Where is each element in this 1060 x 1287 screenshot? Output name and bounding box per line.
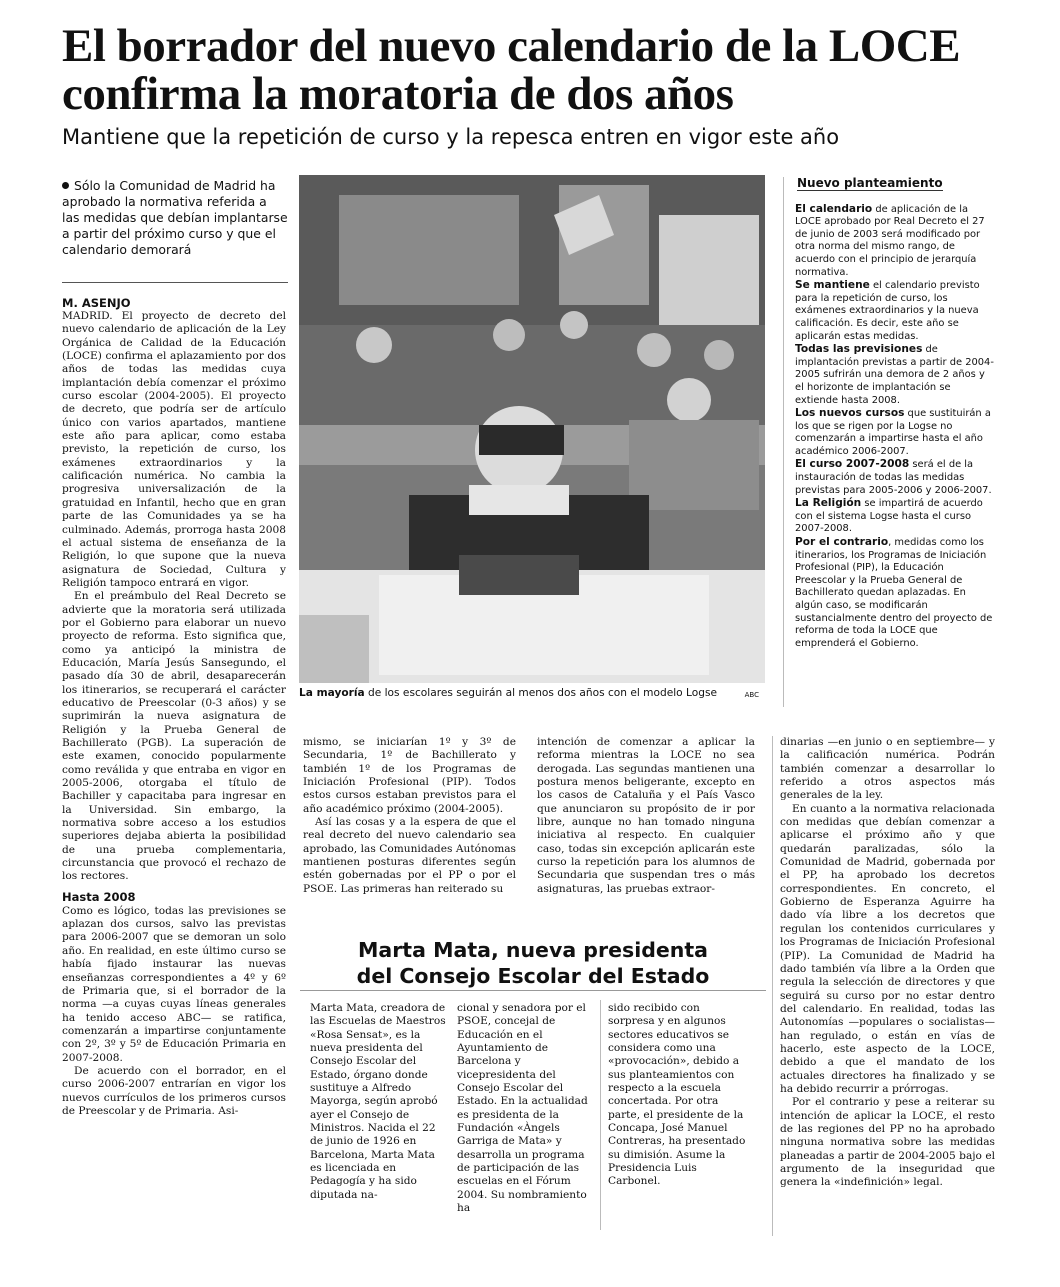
paragraph: intención de comenzar a aplicar la reforma mientras la LOCE no sea derogada. Las segundas mantienen una postura menos beligerante, excepto en los casos de Cataluña y el País Vasco que anunciaron su propósito de ir por libre, aunque no han tomado ninguna iniciativa al respecto. En cualquier caso, todas sin excepción aplicarán este curso la repetición para los alumnos de Secundaria que suspendan tres o más asignaturas, las pruebas extraor-: [537, 736, 755, 895]
sidebar-item-text: el calendario previsto para la repetición de curso, los exámenes extraordinarios y la nueva calificación. Es decir, este año se aplicarán estas medidas.: [795, 280, 980, 342]
paragraph: Así las cosas y a la espera de que el real decreto del nuevo calendario sea aprobado, las Comunidades Autónomas mantienen posturas diferentes según estén gobernadas por el PP o por el PSOE. Las primeras han reiterado su: [303, 816, 516, 895]
lead-summary: [62, 178, 288, 258]
sidebar-item: [795, 458, 995, 497]
paragraph: cional y senadora por el PSOE, concejal de Educación en el Ayuntamiento de Barcelona y vicepresidenta del Consejo Escolar del Estado. En la actualidad es presidenta de la Fundación «Àngels Garriga de Mata» y desarrolla un programa de participación de las escuelas en el Fórum 2004. Su nombramiento ha: [457, 1002, 588, 1215]
photo-caption: [299, 686, 765, 700]
headline-line-2: confirma la moratoria de dos años: [62, 68, 734, 120]
box-column-1: [310, 1002, 448, 1202]
sidebar-item-lead: Los nuevos cursos: [795, 407, 905, 420]
column-divider: [772, 736, 773, 1236]
byline: M. ASENJO: [62, 296, 131, 310]
sidebar-item-text: de implantación previstas a partir de 2004-2005 sufrirán una demora de 2 años y el horizonte de implantación se extiende hasta 2008.: [795, 344, 994, 406]
box-column-2: [457, 1002, 592, 1216]
box-column-3: [608, 1002, 748, 1189]
headline-line-1: El borrador del nuevo calendario de la LOCE: [62, 20, 961, 72]
sidebar-item: [795, 343, 995, 407]
sidebar-item-lead: Todas las previsiones: [795, 343, 923, 356]
sidebar-item-text: de aplicación de la LOCE aprobado por Real Decreto el 27 de junio de 2003 será modificado por otra norma del mismo rango, de acuerdo con el principio de jerarquía normativa.: [795, 203, 985, 278]
headline: [62, 22, 1002, 118]
sidebar-item: [795, 407, 995, 458]
paragraph: En el preámbulo del Real Decreto se advierte que la moratoria será utilizada por el Gobierno para elaborar un nuevo proyecto de reforma. Esto significa que, como ya anticipó la ministra de Educación, María Jesús Sansegundo, el pasado día 30 de abril, desaparecerán los itinerarios, se recuperará el carácter educativo de Preescolar (0-3 años) y se suprimirán la nueva asignatura de Religión y la Prueba General de Bachillerato (PGB). La superación de este examen, conocido popularmente como reválida y que entraba en vigor en 2005-2006, otorgaba el título de Bachiller y capacitaba para ingresar en la Universidad. Sin embargo, la normativa sobre acceso a los estudios superiores dejaba abierta la posibilidad de una prueba complementaria, circunstancia que provocó el rechazo de los rectores.: [62, 590, 286, 883]
sidebar-item: [795, 279, 995, 343]
sidebar-divider: [783, 177, 784, 707]
paragraph: Por el contrario y pese a reiterar su intención de aplicar la LOCE, el resto de las regiones del PP no ha aprobado ninguna normativa sobre las medidas planeadas a partir de 2004-2005 bajo el argumento de la inseguridad que genera la «indefinición» legal.: [780, 1096, 995, 1189]
bullet-icon: [62, 182, 69, 189]
photo-credit: ABC: [744, 691, 759, 699]
paragraph: De acuerdo con el borrador, en el curso 2006-2007 entrarían en vigor los nuevos currículos de los primeros cursos de Preescolar y de Primaria. Asi-: [62, 1064, 286, 1117]
box-headline-line-1: Marta Mata, nueva presidenta: [357, 938, 709, 962]
box-divider: [300, 990, 766, 991]
sidebar-item-lead: El curso 2007-2008: [795, 458, 910, 471]
paragraph: Como es lógico, todas las previsiones se aplazan dos cursos, salvo las previstas para 2006-2007 que se demoran un solo año. En realidad, en este último curso se había fijado instaurar las nuevas enseñanzas correspondientes a 4º y 6º de Primaria que, si el borrador de la norma —a cuyas cuyas líneas generales ha tenido acceso ABC— se ratifica, comenzarán a impartirse conjuntamente con 2º, 3º y 5º de Educación Primaria en 2007-2008.: [62, 904, 286, 1064]
sidebar-item-text: se impartirá de acuerdo con el sistema Logse hasta el curso 2007-2008.: [795, 498, 983, 535]
box-headline-line-2: del Consejo Escolar del Estado: [356, 964, 710, 988]
box-column-divider: [600, 1000, 601, 1230]
paragraph: sido recibido con sorpresa y en algunos sectores educativos se considera como una «provocación», debido a sus planteamientos con respecto a la escuela concertada. Por otra parte, el presidente de la Concapa, José Manuel Contreras, ha presentado su dimisión. Asume la Presidencia Luis Carbonel.: [608, 1002, 746, 1188]
sidebar-item-text: , medidas como los itinerarios, los Programas de Iniciación Profesional (PIP), la Educación Preescolar y la Prueba General de Bachillerato quedan aplazadas. En algún caso, se modificarán sustancialmente dentro del proyecto de reforma de toda la LOCE que emprenderá el Gobierno.: [795, 537, 993, 649]
sidebar-title: Nuevo planteamiento: [797, 176, 943, 190]
sidebar-item: [795, 203, 995, 280]
article-column-4: [780, 736, 995, 1190]
sidebar-item-text: será el de la instauración de todas las medidas previstas para 2005-2006 y 2006-2007.: [795, 459, 992, 496]
paragraph: MADRID. El proyecto de decreto del nuevo calendario de aplicación de la Ley Orgánica de Calidad de la Educación (LOCE) confirma el aplazamiento por dos años de todas las medidas cuya implantación debía comenzar el próximo curso escolar (2004-2005). El proyecto de decreto, que podría ser de artículo único con varios apartados, mantiene este año para aplicar, como estaba previsto, la repetición de curso, los exámenes extraordinarios y la calificación numérica. No cambia la progresiva universalización de la gratuidad en Infantil, hecho que en gran parte de las Comunidades ya se ha culminado. Además, prorroga hasta 2008 el actual sistema de enseñanza de la Religión, lo que supone que la nueva asignatura de Sociedad, Cultura y Religión tampoco entrará en vigor.: [62, 310, 286, 589]
caption-text: de los escolares seguirán al menos dos años con el modelo Logse: [364, 687, 717, 699]
paragraph: mismo, se iniciarían 1º y 3º de Secundaria, 1º de Bachillerato y también 1º de los Programas de Iniciación Profesional (PIP). Todos estos cursos estaban previstos para el año académico próximo (2004-2005).: [303, 736, 516, 815]
box-headline: [300, 937, 766, 989]
classroom-photo: [299, 175, 765, 683]
article-column-1: [62, 310, 286, 1118]
caption-lead: La mayoría: [299, 687, 365, 699]
sidebar-item-lead: El calendario: [795, 202, 873, 215]
article-column-3: [537, 736, 755, 896]
sidebar-item: [795, 536, 995, 650]
classroom-photo-illustration: [299, 175, 765, 683]
paragraph: dinarias —en junio o en septiembre— y la calificación numérica. Podrán también comenzar a desarrollar lo referido a otros aspectos más generales de la ley.: [780, 736, 995, 802]
subheadline: Mantiene que la repetición de curso y la repesca entren en vigor este año: [62, 125, 840, 149]
paragraph: En cuanto a la normativa relacionada con medidas que debían comenzar a aplicarse el próximo año y que quedarán paralizadas, sólo la Comunidad de Madrid, gobernada por el PP, ha aprobado los decretos correspondientes. En concreto, el Gobierno de Esperanza Aguirre ha dado vía libre a los decretos que regulan los contenidos curriculares y los Programas de Iniciación Profesional (PIP). La Comunidad de Madrid ha dado también vía libre a la Orden que regula la selección de directores y que seguirá su curso por no estar dentro del calendario. En realidad, todas las Autonomías —populares o socialistas— han regulado, o están en vías de hacerlo, este aspecto de la LOCE, debido a que el mandato de los actuales directores ha finalizado y se ha debido recurrir a prórrogas.: [780, 802, 995, 1095]
section-subhead: Hasta 2008: [62, 889, 136, 904]
sidebar-item-lead: La Religión: [795, 497, 862, 510]
sidebar-item-lead: Por el contrario: [795, 536, 889, 549]
sidebar-box: [795, 177, 995, 650]
sidebar-item: [795, 497, 995, 536]
article-column-2: [303, 736, 516, 896]
sidebar-item-text: que sustituirán a los que se rigen por la Logse no comenzarán a impartirse hasta el año académico 2006-2007.: [795, 408, 991, 457]
lead-text: Sólo la Comunidad de Madrid ha aprobado la normativa referida a las medidas que debían implantarse a partir del próximo curso y que el calendario demorará: [62, 178, 288, 257]
lead-divider: [62, 282, 288, 283]
sidebar-item-lead: Se mantiene: [795, 279, 870, 292]
paragraph: Marta Mata, creadora de las Escuelas de Maestros «Rosa Sensat», es la nueva presidenta del Consejo Escolar del Estado, órgano donde sustituye a Alfredo Mayorga, según aprobó ayer el Consejo de Ministros. Nacida el 22 de junio de 1926 en Barcelona, Marta Mata es licenciada en Pedagogía y ha sido diputada na-: [310, 1002, 446, 1201]
